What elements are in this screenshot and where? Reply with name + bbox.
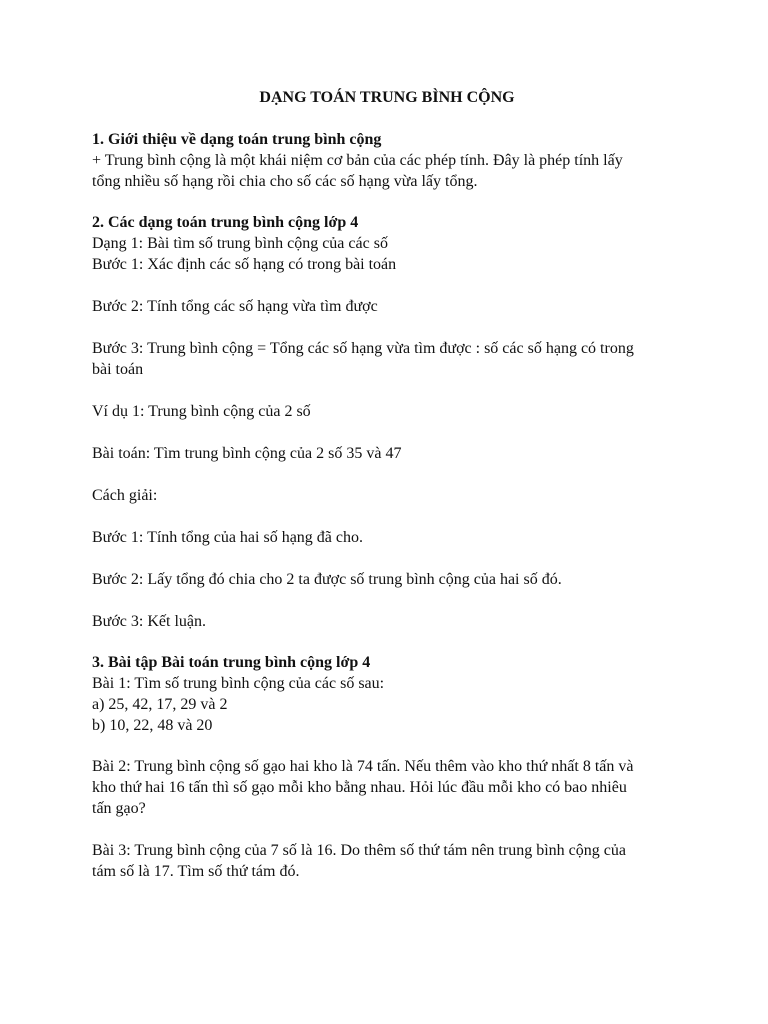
- exercise-3: Bài 3: Trung bình cộng của 7 số là 16. Do thêm số thứ tám nên trung bình cộng của: [92, 842, 626, 859]
- step-1-text: Bước 1: Xác định các số hạng có trong bài toán: [92, 256, 397, 273]
- solution-step-3: Bước 3: Kết luận.: [92, 613, 206, 630]
- example-1-label: Ví dụ 1: Trung bình cộng của 2 số: [92, 403, 311, 420]
- exercise-1: Bài 1: Tìm số trung bình cộng của các số sau:: [92, 675, 385, 692]
- exercise-2-continued: kho thứ hai 16 tấn thì số gạo mỗi kho bằng nhau. Hỏi lúc đầu mỗi kho có bao nhiêu: [92, 779, 627, 796]
- document-title: DẠNG TOÁN TRUNG BÌNH CỘNG: [259, 89, 515, 106]
- exercise-2: Bài 2: Trung bình cộng số gạo hai kho là 74 tấn. Nếu thêm vào kho thứ nhất 8 tấn và: [92, 758, 634, 775]
- section-2-heading: 2. Các dạng toán trung bình cộng lớp 4: [92, 214, 359, 231]
- section-1-paragraph-line: + Trung bình cộng là một khái niệm cơ bản của các phép tính. Đây là phép tính lấy: [92, 152, 623, 169]
- type-1-label: Dạng 1: Bài tìm số trung bình cộng của các số: [92, 235, 388, 252]
- exercise-1-a: a) 25, 42, 17, 29 và 2: [92, 696, 228, 713]
- example-problem: Bài toán: Tìm trung bình cộng của 2 số 35 và 47: [92, 445, 402, 462]
- solution-step-2: Bước 2: Lấy tổng đó chia cho 2 ta được số trung bình cộng của hai số đó.: [92, 571, 562, 588]
- exercise-3-continued: tám số là 17. Tìm số thứ tám đó.: [92, 863, 300, 880]
- step-3-text: Bước 3: Trung bình cộng = Tổng các số hạng vừa tìm được : số các số hạng có trong: [92, 340, 634, 357]
- section-3-heading: 3. Bài tập Bài toán trung bình cộng lớp 4: [92, 654, 371, 671]
- section-1-heading: 1. Giới thiệu về dạng toán trung bình cộng: [92, 131, 382, 148]
- exercise-1-b: b) 10, 22, 48 và 20: [92, 717, 213, 734]
- exercise-2-continued: tấn gạo?: [92, 800, 146, 817]
- solution-label: Cách giải:: [92, 487, 158, 504]
- step-3-text-continued: bài toán: [92, 361, 144, 378]
- step-2-text: Bước 2: Tính tổng các số hạng vừa tìm được: [92, 298, 378, 315]
- section-1-paragraph-line: tổng nhiều số hạng rồi chia cho số các số hạng vừa lấy tổng.: [92, 173, 478, 190]
- solution-step-1: Bước 1: Tính tổng của hai số hạng đã cho.: [92, 529, 364, 546]
